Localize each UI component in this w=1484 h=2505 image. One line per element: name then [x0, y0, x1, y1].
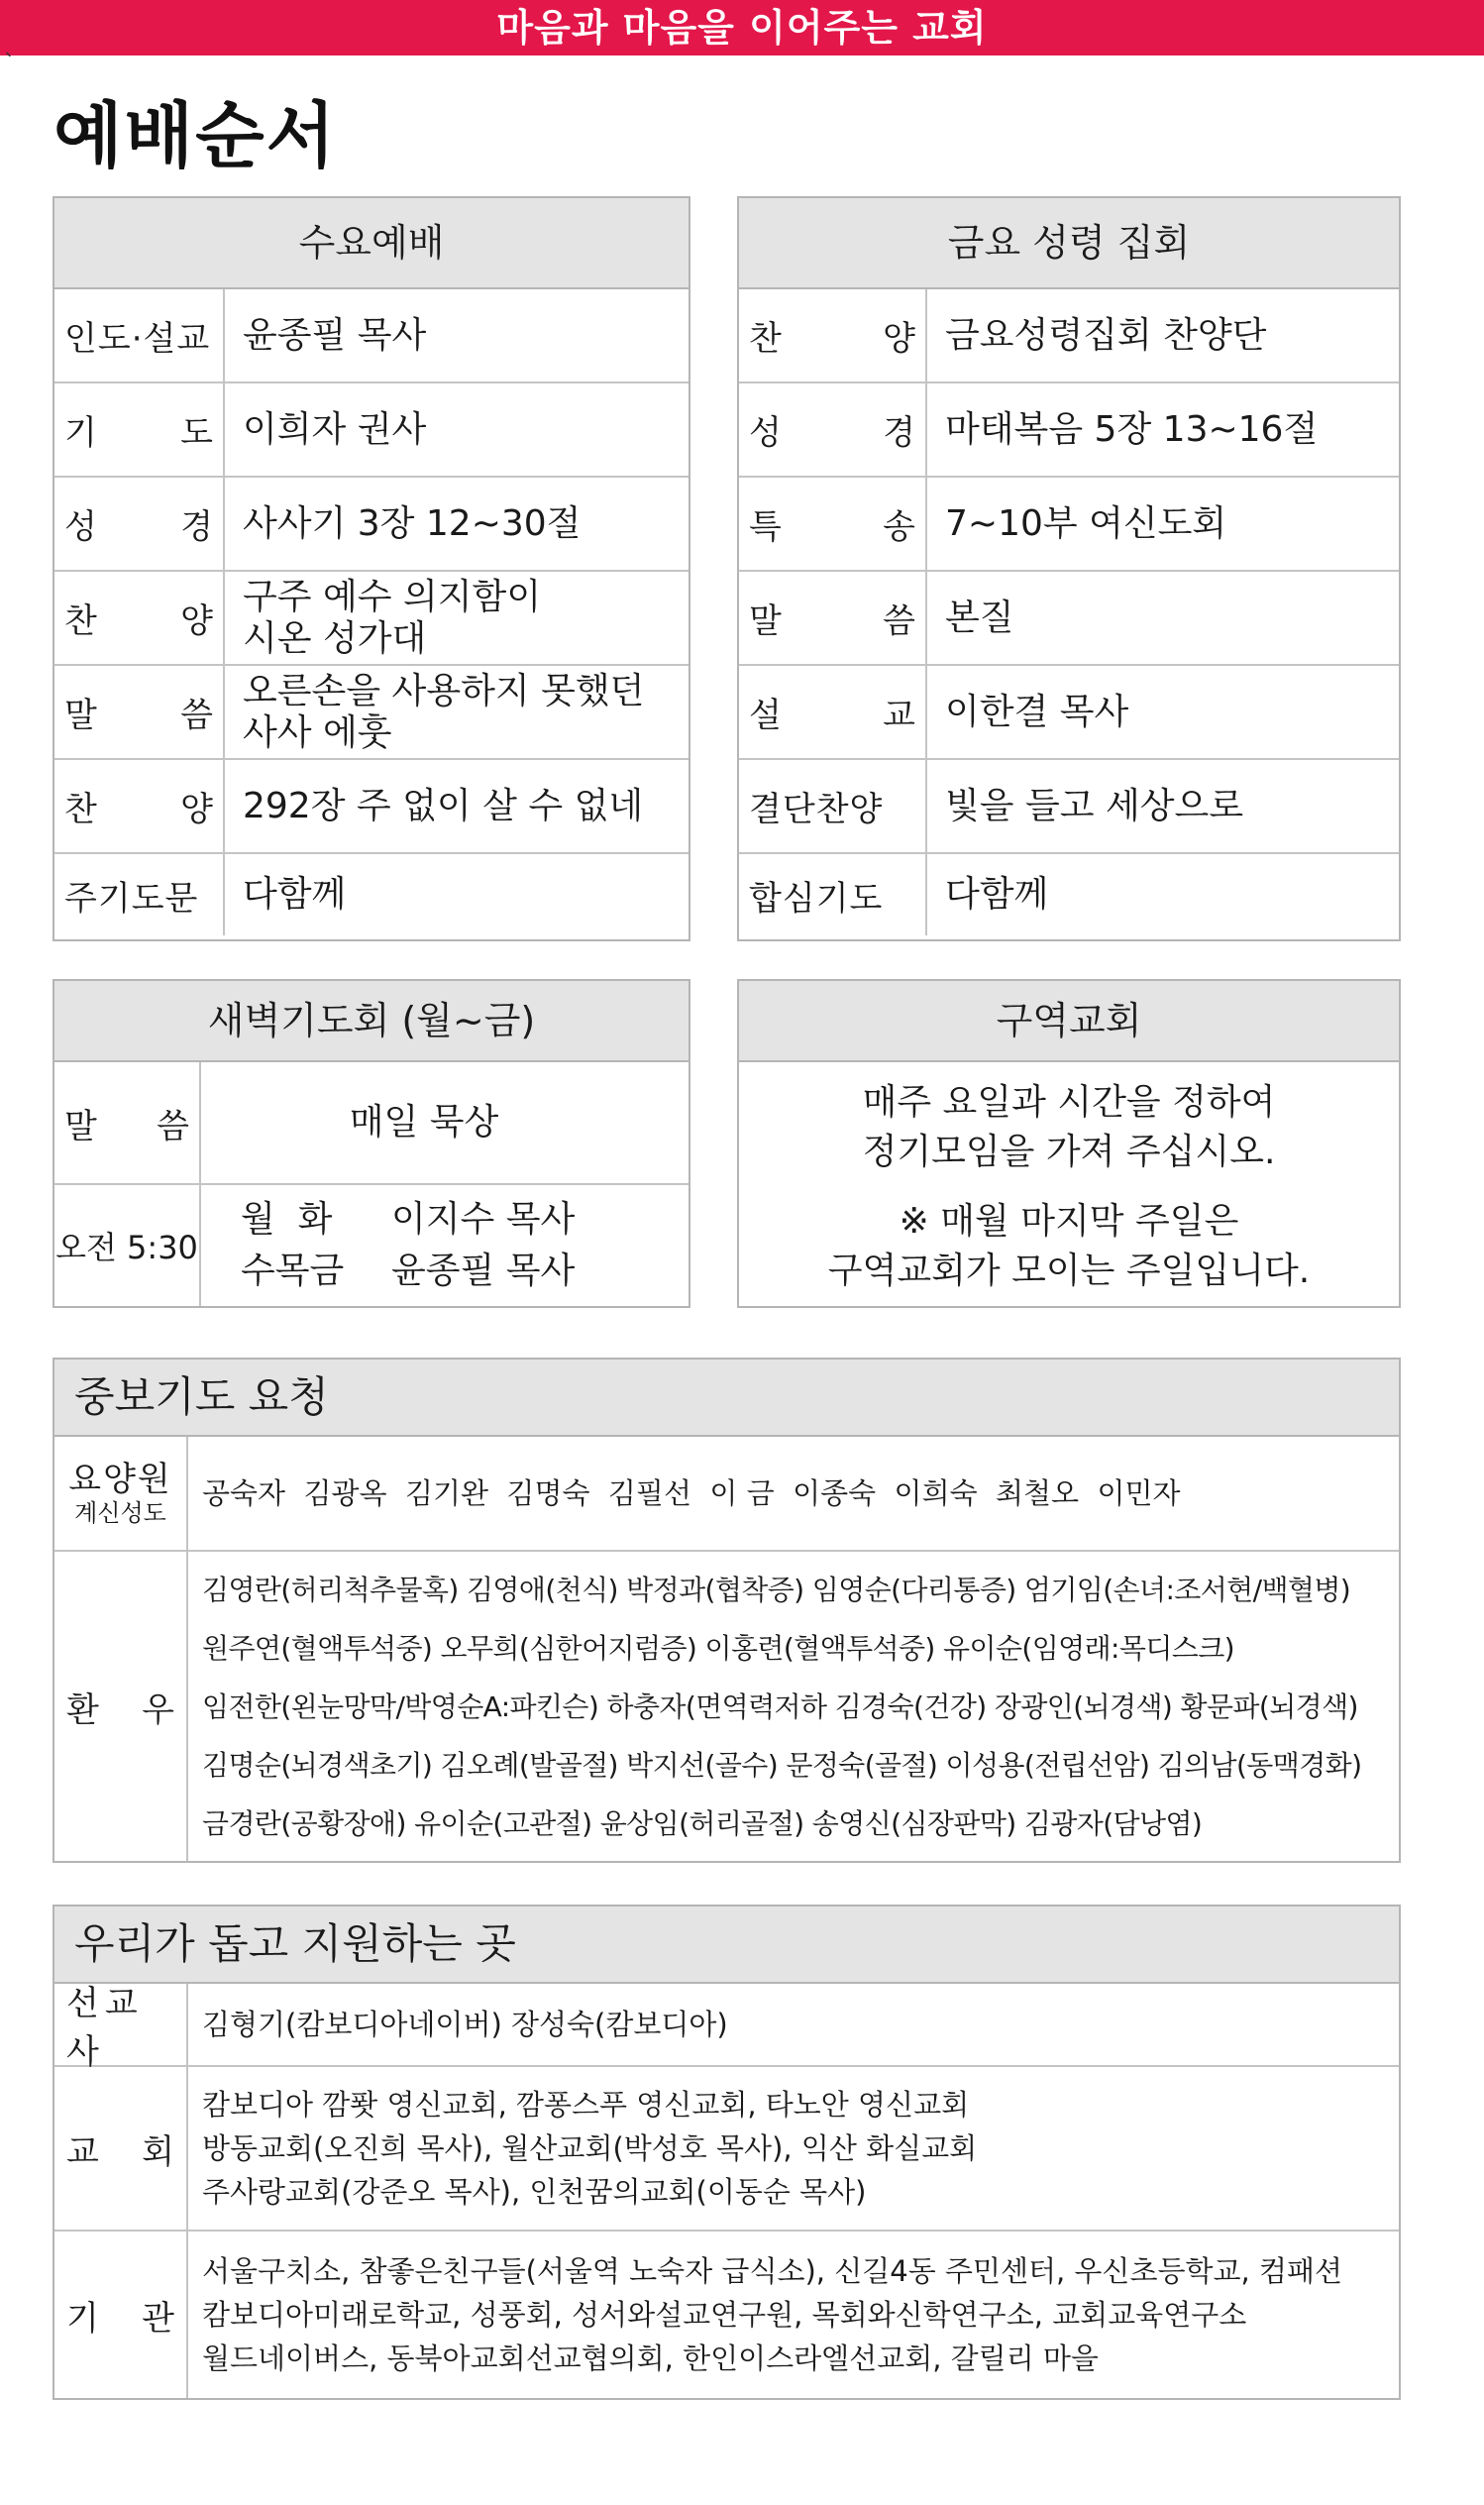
friday-value	[927, 760, 1399, 852]
patients-line: 임전한(왼눈망막/박영순A:파킨슨) 하충자(면역력저하 김경숙(건강) 장광인(뇌경색) 황문파(뇌경색)	[202, 1689, 1358, 1723]
corner-mark: `	[4, 52, 15, 76]
wednesday-row	[54, 760, 689, 854]
friday-label	[739, 854, 927, 935]
organization-label-part: 관	[142, 2298, 174, 2339]
dawn-word-row	[54, 1062, 689, 1185]
wednesday-value	[225, 760, 689, 852]
wednesday-label-part: 성	[64, 507, 97, 547]
organization-label	[54, 2232, 188, 2398]
organization-line: 캄보디아미래로학교, 성풍회, 성서와설교연구원, 목회와신학연구소, 교회교육연구소	[202, 2298, 1247, 2332]
wednesday-value	[225, 289, 689, 381]
dawn-prayer-table	[53, 979, 690, 1308]
friday-label-part: 성	[749, 413, 782, 453]
friday-label-part: 교	[883, 696, 915, 735]
dawn-schedule-leader: 이지수 목사	[391, 1199, 576, 1240]
friday-value-line: 빛을 들고 세상으로	[945, 785, 1244, 826]
dawn-schedule	[201, 1185, 689, 1306]
wednesday-label	[54, 854, 225, 935]
church-label	[54, 2067, 188, 2230]
dawn-word-label-part: 씀	[157, 1106, 189, 1146]
wednesday-label	[54, 478, 225, 570]
district-notice-line: 구역교회가 모이는 주일입니다.	[827, 1251, 1311, 1291]
page-title: 예배순서	[53, 94, 338, 177]
wednesday-label-part: 찬	[64, 601, 97, 641]
friday-value	[927, 854, 1399, 935]
top-banner: 마음과 마음을 이어주는 교회	[0, 0, 1484, 55]
church-label-part: 회	[142, 2131, 174, 2172]
friday-value	[927, 666, 1399, 758]
wednesday-service-table	[53, 196, 690, 941]
wednesday-value-line: 292장 주 없이 살 수 없네	[243, 785, 644, 826]
friday-label-part: 양	[883, 319, 915, 359]
nursing-home-label	[54, 1437, 188, 1550]
wednesday-label-part: 인도·설교	[64, 319, 211, 359]
wednesday-label-part: 주기도문	[64, 878, 199, 919]
dawn-word-label-part: 말	[64, 1106, 97, 1146]
wednesday-row	[54, 289, 689, 383]
friday-label	[739, 383, 927, 476]
missionary-value: 김형기(캄보디아네이버) 장성숙(캄보디아)	[202, 2008, 728, 2041]
friday-service-table	[737, 196, 1401, 941]
friday-value-line: 금요성령집회 찬양단	[945, 314, 1267, 356]
friday-value-line: 이한결 목사	[945, 691, 1129, 732]
dawn-schedule-days: 월 화	[241, 1199, 333, 1240]
friday-value-line: 본질	[945, 597, 1014, 638]
dawn-time-label: 오전 5:30	[54, 1185, 201, 1306]
nursing-home-label-main: 요양원	[68, 1460, 172, 1499]
wednesday-value-line: 시온 성가대	[243, 617, 427, 659]
wednesday-value-line: 오른손을 사용하지 못했던	[243, 670, 645, 711]
patients-line: 김영란(허리척추물혹) 김영애(천식) 박정과(협착증) 임영순(다리통증) 엄기임(손녀:조서현/백혈병)	[202, 1573, 1351, 1606]
friday-label	[739, 289, 927, 381]
patients-row	[54, 1552, 1399, 1861]
patients-line: 원주연(혈액투석중) 오무희(심한어지럼증) 이홍련(혈액투석중) 유이순(임영래:목디스크)	[202, 1631, 1235, 1665]
district-church-box	[737, 979, 1401, 1308]
friday-label-part: 합심기도	[749, 878, 884, 919]
organization-label-part: 기	[66, 2298, 99, 2339]
support-box	[53, 1905, 1401, 2400]
friday-label-part: 경	[883, 413, 915, 453]
wednesday-service-title: 수요예배	[54, 198, 689, 289]
church-label-part: 교	[66, 2131, 99, 2172]
wednesday-value-line: 사사 에훗	[243, 711, 392, 753]
nursing-home-names: 공숙자 김광옥 김기완 김명숙 김필선 이 금 이종숙 이희숙 최철오 이민자	[202, 1476, 1181, 1510]
church-list	[188, 2067, 1399, 2230]
prayer-request-title: 중보기도 요청	[54, 1360, 1399, 1437]
organization-list	[188, 2232, 1399, 2398]
wednesday-label-part: 말	[64, 696, 97, 735]
friday-label-part: 씀	[883, 601, 915, 641]
friday-value-line: 다함께	[945, 874, 1049, 915]
organization-line: 월드네이버스, 동북아교회선교협의회, 한인이스라엘선교회, 갈릴리 마을	[202, 2342, 1099, 2375]
organization-line: 서울구치소, 참좋은친구들(서울역 노숙자 급식소), 신길4동 주민센터, 우신초등학교, 컴패션	[202, 2254, 1342, 2288]
wednesday-label	[54, 289, 225, 381]
friday-label	[739, 760, 927, 852]
patients-label-part: 우	[142, 1689, 174, 1730]
wednesday-row	[54, 854, 689, 935]
wednesday-value	[225, 478, 689, 570]
nursing-home-label-sub: 계신성도	[74, 1499, 166, 1527]
wednesday-value	[225, 572, 689, 664]
church-row	[54, 2067, 1399, 2232]
wednesday-value-line: 윤종필 목사	[243, 314, 427, 356]
support-title: 우리가 돕고 지원하는 곳	[54, 1906, 1399, 1984]
wednesday-value-line: 이희자 권사	[243, 408, 427, 450]
wednesday-label-part: 도	[180, 413, 213, 453]
nursing-home-row	[54, 1437, 1399, 1552]
wednesday-value	[225, 383, 689, 476]
friday-value	[927, 289, 1399, 381]
dawn-schedule-leader: 윤종필 목사	[391, 1251, 576, 1291]
organization-row	[54, 2232, 1399, 2398]
church-line: 주사랑교회(강준오 목사), 인천꿈의교회(이동순 목사)	[202, 2175, 867, 2209]
friday-row	[739, 383, 1399, 478]
friday-label-part: 설	[749, 696, 782, 735]
dawn-prayer-title: 새벽기도회 (월~금)	[54, 981, 689, 1062]
dawn-schedule-line	[241, 1246, 575, 1297]
wednesday-value-line: 구주 예수 의지함이	[243, 576, 542, 617]
wednesday-label-part: 양	[180, 790, 213, 829]
friday-label-part: 송	[883, 507, 915, 547]
wednesday-label-part: 경	[180, 507, 213, 547]
wednesday-value-line: 사사기 3장 12~30절	[243, 502, 582, 544]
wednesday-label-part: 찬	[64, 790, 97, 829]
friday-row	[739, 478, 1399, 572]
patients-label	[54, 1552, 188, 1861]
wednesday-value	[225, 666, 689, 758]
wednesday-label	[54, 760, 225, 852]
wednesday-row	[54, 572, 689, 666]
friday-label	[739, 572, 927, 664]
wednesday-label-part: 양	[180, 601, 213, 641]
missionary-label: 선교사	[54, 1984, 188, 2065]
friday-value-line: 마태복음 5장 13~16절	[945, 408, 1319, 450]
friday-row	[739, 854, 1399, 935]
friday-value-line: 7~10부 여신도회	[945, 502, 1227, 544]
dawn-word-value: 매일 묵상	[349, 1102, 499, 1143]
friday-label	[739, 666, 927, 758]
dawn-time-row	[54, 1185, 689, 1306]
district-notice-line: 정기모임을 가져 주십시오.	[862, 1132, 1276, 1172]
dawn-schedule-days: 수목금	[241, 1251, 345, 1291]
district-notice-line: ※ 매월 마지막 주일은	[899, 1201, 1239, 1242]
wednesday-label	[54, 572, 225, 664]
friday-value	[927, 572, 1399, 664]
district-church-notice	[739, 1062, 1399, 1296]
wednesday-label	[54, 383, 225, 476]
friday-row	[739, 289, 1399, 383]
wednesday-value-line: 다함께	[243, 874, 347, 915]
church-line: 캄보디아 깜퐛 영신교회, 깜퐁스푸 영신교회, 타노안 영신교회	[202, 2088, 970, 2122]
patients-list	[188, 1552, 1399, 1861]
patients-line: 김명순(뇌경색초기) 김오례(발골절) 박지선(골수) 문정숙(골절) 이성용(전립선암) 김의남(동맥경화)	[202, 1748, 1362, 1782]
wednesday-label	[54, 666, 225, 758]
dawn-schedule-line	[241, 1194, 575, 1246]
missionary-row	[54, 1984, 1399, 2072]
friday-label-part: 찬	[749, 319, 782, 359]
friday-label-part: 특	[749, 507, 782, 547]
friday-service-title: 금요 성령 집회	[739, 198, 1399, 289]
patients-label-part: 환	[66, 1689, 99, 1730]
friday-row	[739, 572, 1399, 666]
friday-value	[927, 383, 1399, 476]
friday-row	[739, 666, 1399, 760]
prayer-request-box	[53, 1358, 1401, 1863]
friday-row	[739, 760, 1399, 854]
dawn-word-label	[54, 1062, 201, 1183]
district-notice-line: 매주 요일과 시간을 정하여	[862, 1082, 1276, 1123]
wednesday-row	[54, 666, 689, 760]
wednesday-label-part: 기	[64, 413, 97, 453]
friday-label-part: 말	[749, 601, 782, 641]
friday-value	[927, 478, 1399, 570]
friday-label	[739, 478, 927, 570]
patients-line: 금경란(공황장애) 유이순(고관절) 윤상임(허리골절) 송영신(심장판막) 김광자(담낭염)	[202, 1806, 1203, 1840]
wednesday-row	[54, 478, 689, 572]
wednesday-row	[54, 383, 689, 478]
district-church-title: 구역교회	[739, 981, 1399, 1062]
church-line: 방동교회(오진희 목사), 월산교회(박성호 목사), 익산 화실교회	[202, 2131, 978, 2165]
wednesday-value	[225, 854, 689, 935]
wednesday-label-part: 씀	[180, 696, 213, 735]
friday-label-part: 결단찬양	[749, 790, 884, 829]
